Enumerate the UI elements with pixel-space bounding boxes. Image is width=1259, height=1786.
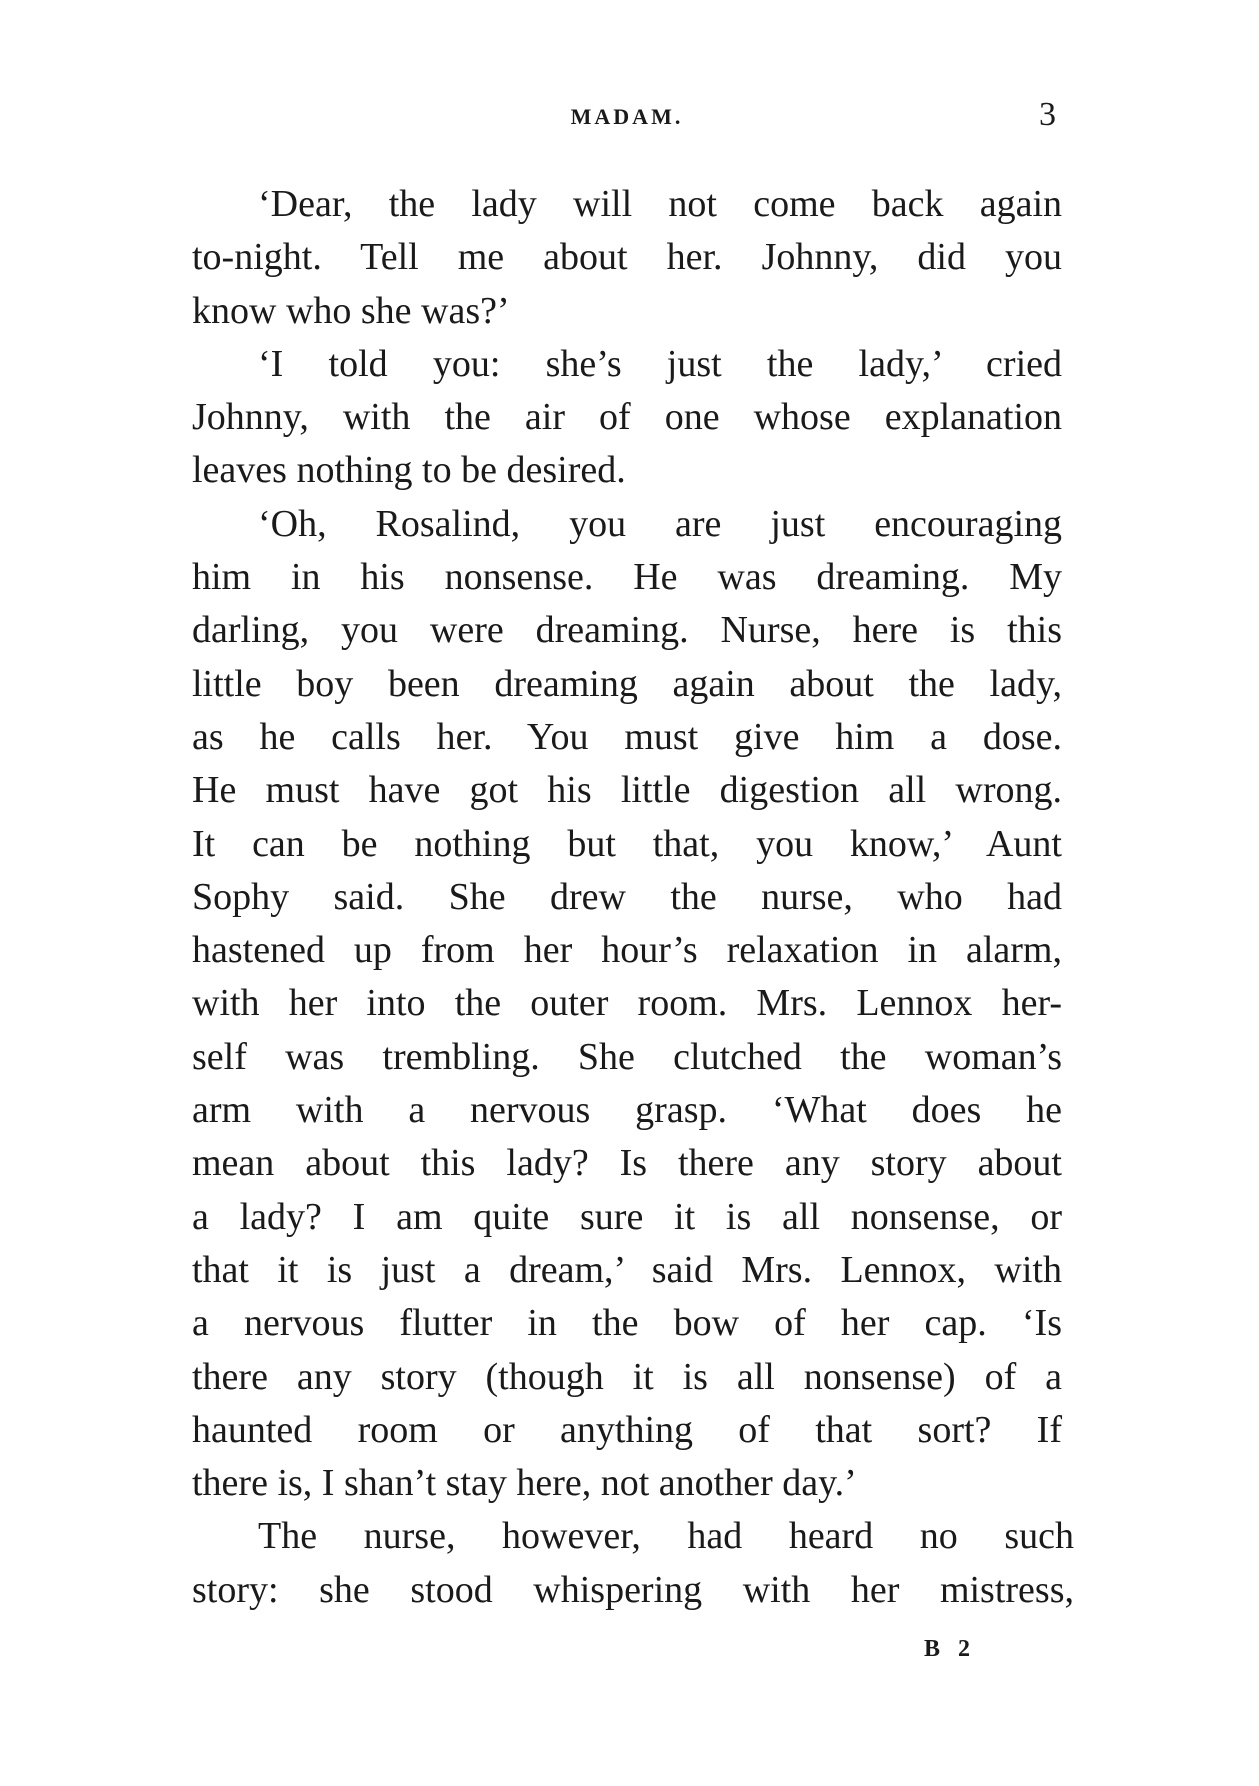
text-line: know who she was?’ (192, 289, 510, 332)
text-line: story: she stood whispering with her mistress, (192, 1568, 1074, 1611)
text-line: It can be nothing but that, you know,’ Aunt (192, 822, 1062, 865)
text-line: self was trembling. She clutched the woman’s (192, 1035, 1062, 1078)
text-line: Johnny, with the air of one whose explanation (192, 396, 1062, 439)
signature-mark: B 2 (924, 1636, 977, 1662)
text-line: with her into the outer room. Mrs. Lennox her- (192, 982, 1062, 1025)
text-line: there any story (though it is all nonsense) of a (192, 1355, 1062, 1398)
text-line: Sophy said. She drew the nurse, who had (192, 875, 1062, 918)
text-line: ‘Dear, the lady will not come back again (258, 183, 1062, 225)
text-line: there is, I shan’t stay here, not another day.’ (192, 1462, 857, 1505)
text-line: haunted room or anything of that sort? If (192, 1408, 1062, 1451)
running-title: MADAM. (570, 104, 684, 129)
text-line: a lady? I am quite sure it is all nonsense, or (192, 1195, 1062, 1238)
text-line: as he calls her. You must give him a dose. (192, 715, 1062, 758)
text-line: to-night. Tell me about her. Johnny, did you (192, 236, 1062, 279)
text-line: that it is just a dream,’ said Mrs. Lennox, with (192, 1248, 1062, 1291)
body-text (192, 178, 1074, 1617)
text-line: ‘Oh, Rosalind, you are just encouraging (258, 502, 1062, 545)
text-line: a nervous flutter in the bow of her cap. ‘Is (192, 1302, 1062, 1345)
text-line: darling, you were dreaming. Nurse, here is this (192, 609, 1062, 652)
text-line: ‘I told you: she’s just the lady,’ cried (258, 342, 1062, 385)
text-line: little boy been dreaming again about the lady, (192, 662, 1062, 705)
running-head (192, 96, 1062, 136)
text-line: leaves nothing to be desired. (192, 449, 626, 492)
page-number: 3 (1039, 96, 1056, 133)
text-line: arm with a nervous grasp. ‘What does he (192, 1089, 1062, 1132)
text-line: mean about this lady? Is there any story about (192, 1142, 1062, 1185)
text-line: He must have got his little digestion all wrong. (192, 769, 1062, 812)
text-line: him in his nonsense. He was dreaming. My (192, 556, 1062, 599)
text-line: The nurse, however, had heard no such (258, 1515, 1074, 1558)
text-line: hastened up from her hour’s relaxation in alarm, (192, 929, 1062, 972)
